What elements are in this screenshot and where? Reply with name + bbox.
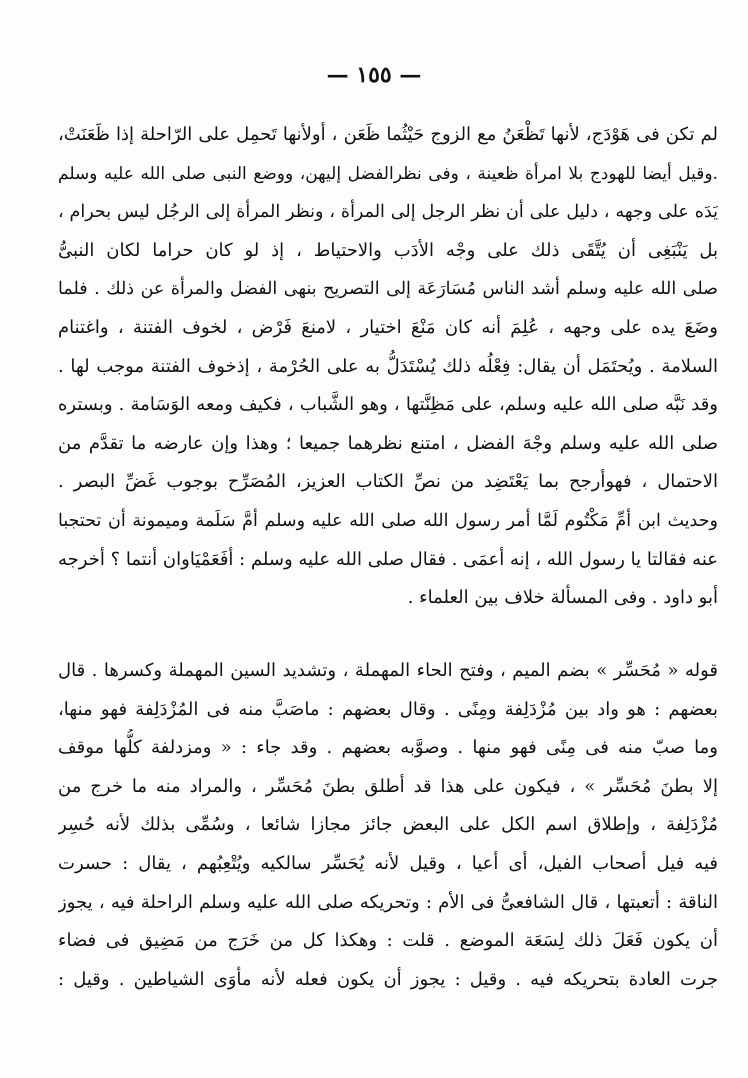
text-line: مُزْدَلِفة ، وإطلاق اسم الكل على البعض جائز مجازا شائعا ، وسُمِّى بذلك لأنه حُسِر bbox=[58, 814, 718, 836]
text-line: لم تكن فى هَوْدَج، لأنها تَظْعَنُ مع الزوج حَيْثُما ظَعَن ، أولأنها تَحمِل على الرّاحلة إذا ظَعَنَتْ، bbox=[58, 124, 718, 145]
page-number: — ١٥٥ — bbox=[326, 62, 422, 88]
paragraph-2 bbox=[58, 652, 718, 999]
text-line: عنه فقالتا يا رسول الله ، إنه أعمَى . فقال صلى الله عليه وسلم : أفَعَمْيَاوان أنتما ؟ أخرجه bbox=[58, 548, 718, 570]
text-line: وحديث ابن أمِّ مَكْتُوم لَمَّا أمر رسول الله صلى الله عليه وسلم أمَّ سَلَمة وميمونة أن تحتجبا bbox=[58, 510, 718, 531]
text-line: جرت العادة بتحريكه فيه . وقيل : يجوز أن يكون فعله لأنه مأوَى الشياطين . وقيل : bbox=[58, 968, 718, 990]
text-line: .وقيل أيضا للهودج بلا امرأة ظعينة ، وفى نظرالفضل إليهن، ووضع النبى صلى الله عليه وسلم bbox=[58, 163, 718, 184]
text-line: أبو داود . وفى المسألة خلاف بين العلماء . bbox=[407, 587, 718, 609]
text-line: إلا بطنَ مُحَسِّر » ، فيكون على هذا قد أطلق بطنَ مُحَسِّر ، والمراد منه ما خرج من bbox=[58, 775, 718, 797]
text-line: وضَعَ يده على وجهه ، عُلِمَ أنه كان مَنْعَ اختيار ، لامنعَ فَرْض ، لخوف الفتنة ، واغتنام bbox=[58, 316, 718, 338]
text-line: فيه فيل أصحاب الفيل، أى أعيا ، وقيل لأنه يُحَسِّر سالكيه ويُتْعِبُهم ، يقال : حسرت bbox=[58, 852, 718, 874]
text-line: قوله « مُحَسِّر » بضم الميم ، وفتح الحاء المهملة ، وتشديد السين المهملة وكسرها . قال bbox=[58, 660, 718, 681]
text-line: بل يَنْبَغِى أن يُتَّقَى ذلك على وجْه الأدَب والاحتياط ، إذ لو كان حراما لكان النبىُّ bbox=[58, 239, 718, 261]
text-line: الاحتمال ، فهوأرجح بما يَعْتَضِد من نصِّ الكتاب العزيز، المُصَرِّح بوجوب غَضِّ البصر . bbox=[58, 471, 718, 493]
text-line: بعضهم : هو واد بين مُزْدَلِفة ومِنًى . وقال بعضهم : ماصَبَّ منه فى المُزْدَلِفة فهو منها، bbox=[58, 698, 718, 720]
text-line: يَدَه على وجهه ، دليل على أن نظر الرجل إلى المرأة ، ونظر المرأة إلى الرجُل ليس بحرام ، bbox=[58, 202, 718, 223]
paragraph-1 bbox=[58, 116, 718, 618]
text-line: الناقة : أتعبتها ، قال الشافعىُّ فى الأم : وتحريكه صلى الله عليه وسلم الراحلة فيه ، يجوز bbox=[58, 891, 718, 913]
text-line: السلامة . ويُحتَمَل أن يقال: فِعْلُه ذلك يُسْتَدَلُّ به على الحُرْمة ، إذخوف الفتنة موجب لها . bbox=[58, 355, 718, 377]
text-line: وقد نَبَّه صلى الله عليه وسلم، على مَظِنَّتها ، وهو الشَّباب ، فكيف ومعه الوَسَامة . وبستره bbox=[58, 394, 718, 416]
text-line: وما صبّ منه فى مِنًى فهو منها . وصوَّبه بعضهم . وقد جاء : « ومزدلفة كلُّها موقف bbox=[58, 737, 718, 759]
text-line: صلى الله عليه وسلم وجْهَ الفضل ، امتنع نظرهما جميعا ؛ وهذا وإن عارضه ما تقدَّم من bbox=[58, 432, 718, 454]
text-line: أن يكون فَعَلَ ذلك لِسَعَة الموضع . قلت : وهكذا كل من خَرَج من مَضِيق فى فضاء bbox=[58, 930, 718, 952]
text-line: صلى الله عليه وسلم أشد الناس مُسَارَعَة إلى التصريح بنهى الفضل والمرأة عن ذلك . فلما bbox=[58, 279, 718, 300]
